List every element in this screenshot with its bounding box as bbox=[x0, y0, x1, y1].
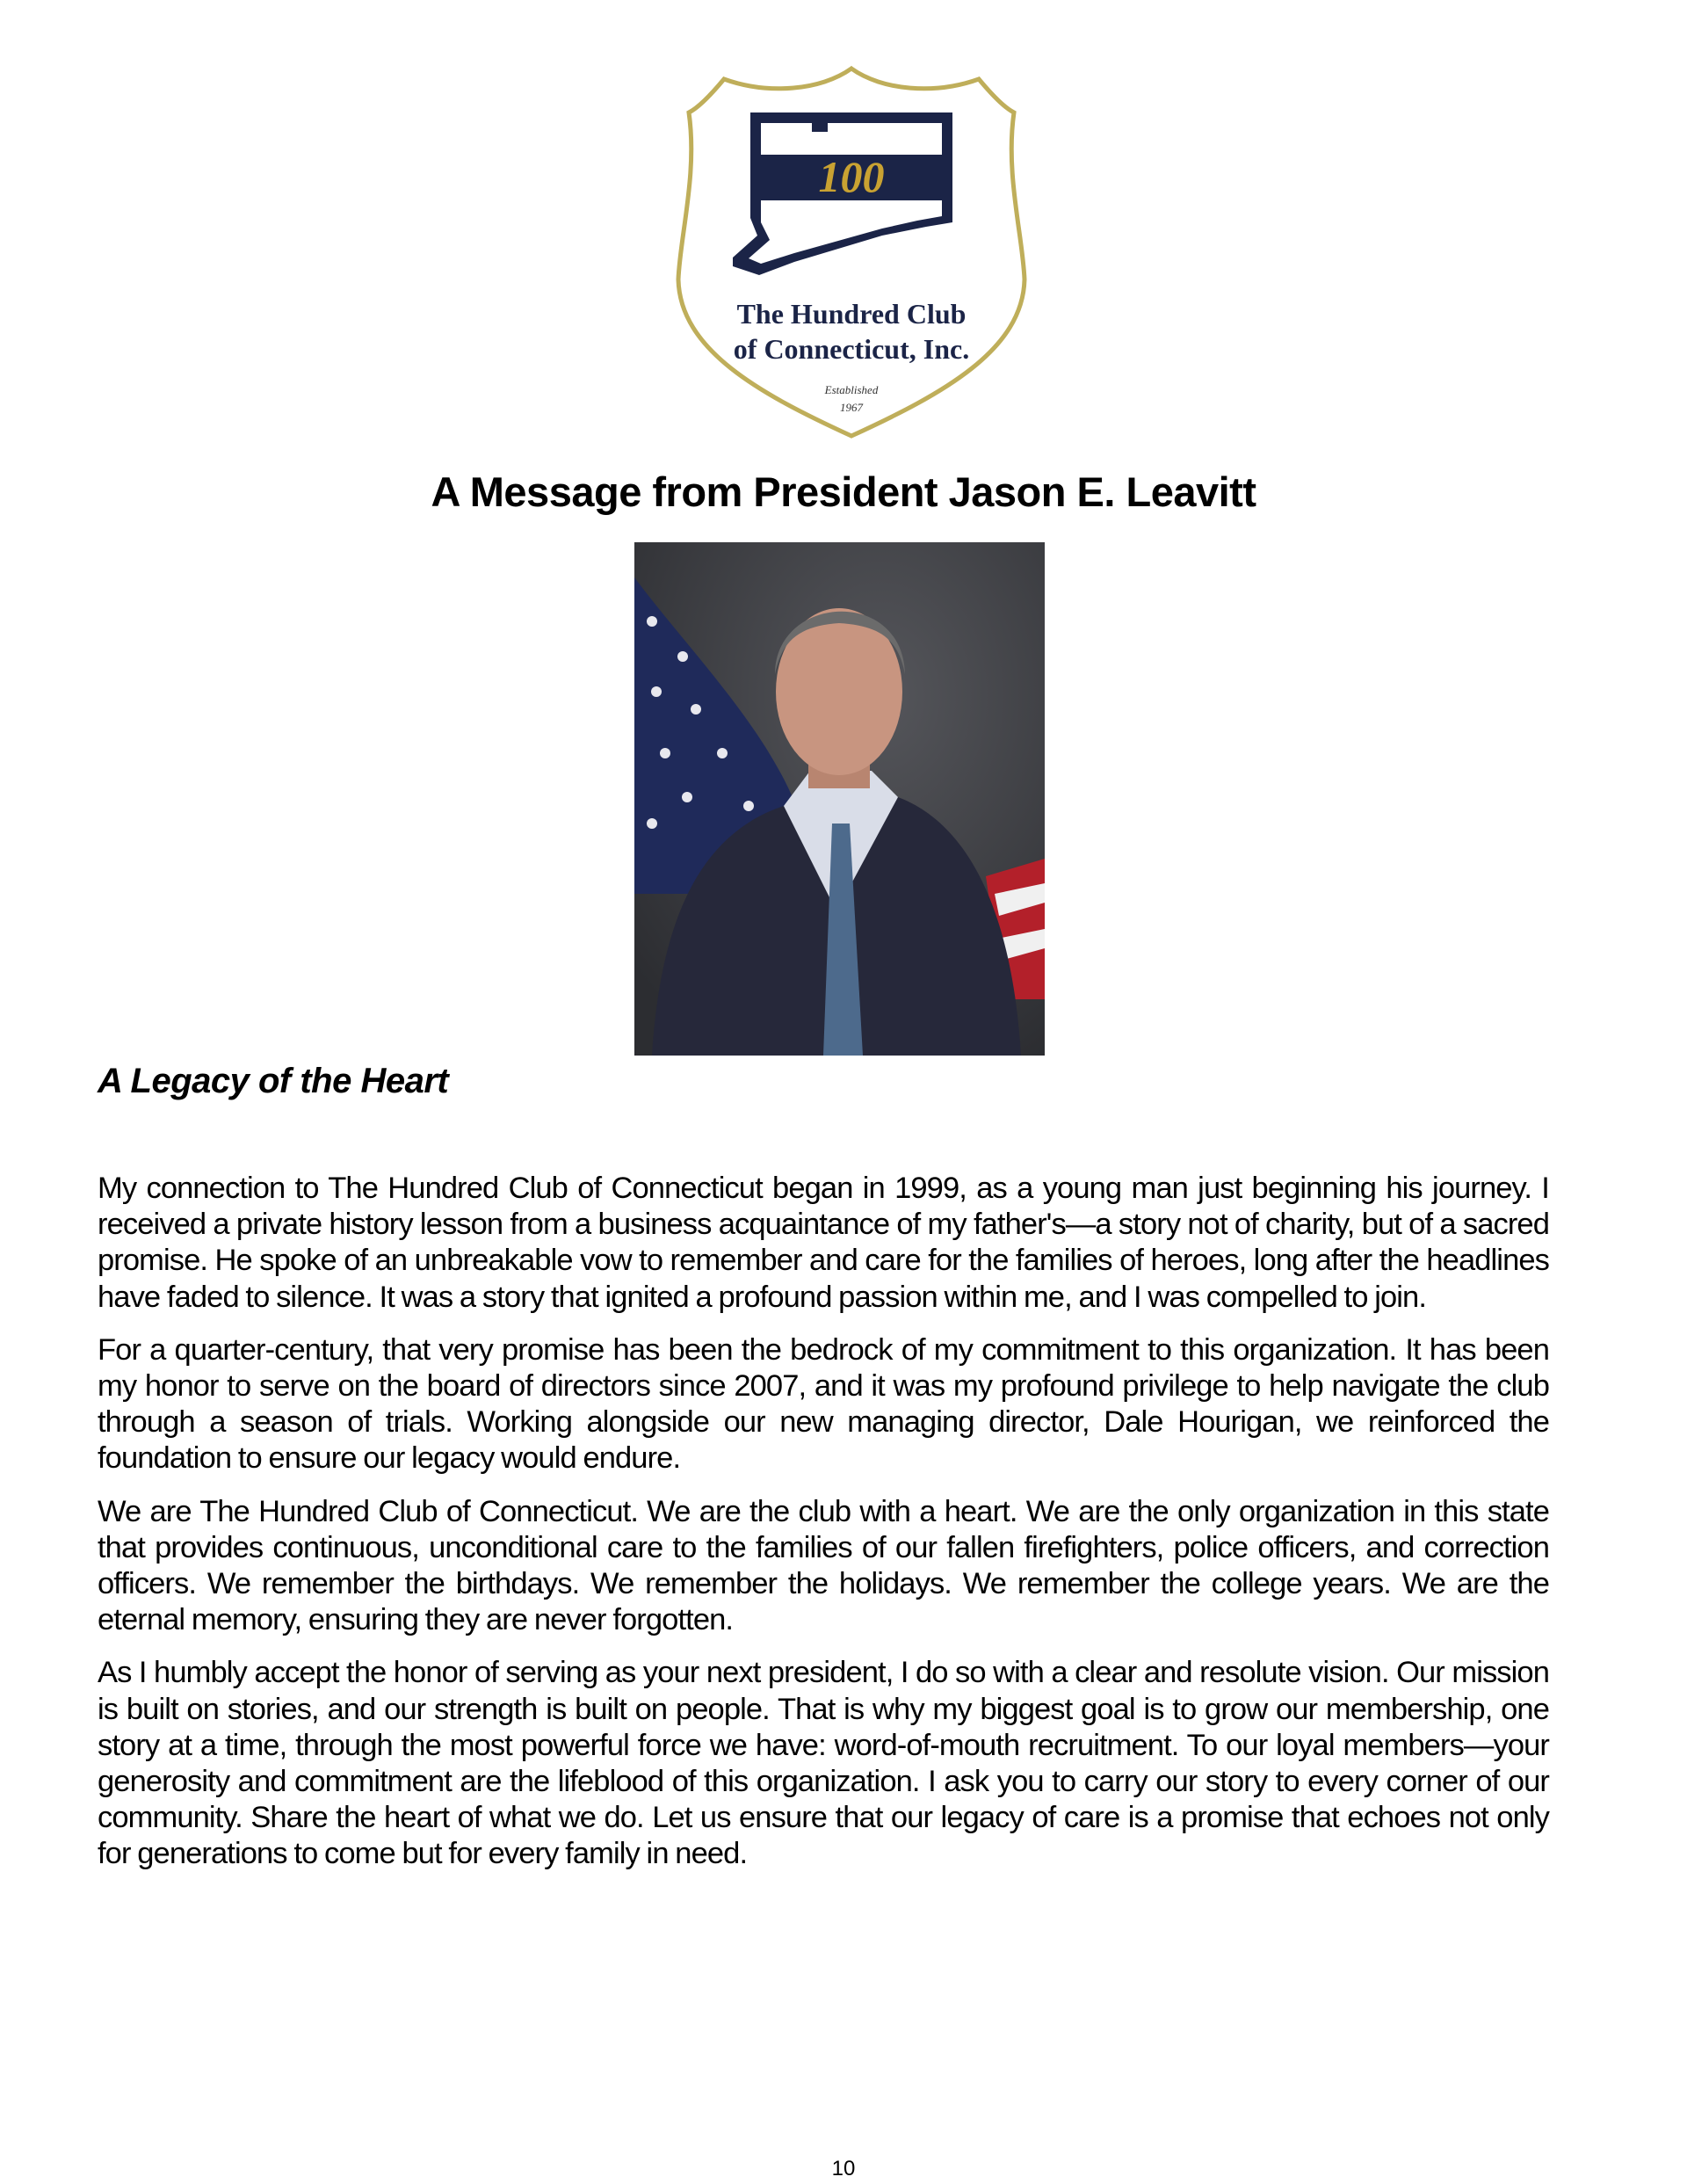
page-title: A Message from President Jason E. Leavitt bbox=[431, 468, 1256, 515]
logo-established: Established bbox=[824, 383, 879, 396]
message-body bbox=[98, 1171, 1549, 1890]
hundred-club-logo bbox=[662, 60, 1040, 443]
connecticut-inner-top bbox=[761, 123, 942, 155]
president-portrait bbox=[634, 542, 1045, 1056]
logo-line2: of Connecticut, Inc. bbox=[733, 333, 970, 365]
paragraph: We are The Hundred Club of Connecticut. We are the club with a heart. We are the only organization in this state that provides continuous, unconditional care to the families of our fallen firefighters, police officers, and correction officers. We remember the birthdays. We remember the holidays. We remember the college years. We are the eternal memory, ensuring they are never forgotten. bbox=[98, 1494, 1549, 1637]
section-heading: A Legacy of the Heart bbox=[98, 1062, 449, 1100]
logo-line1: The Hundred Club bbox=[736, 298, 967, 330]
paragraph: As I humbly accept the honor of serving as your next president, I do so with a clear and resolute vision. Our mission is built on stories, and our strength is built on people. That is why my biggest goal is to grow our membership, one story at a time, through the most powerful force we have: word-of-mouth recruitment. To our loyal members—your generosity and commitment are the lifeblood of this organization. I ask you to carry our story to every corner of our community. Share the heart of what we do. Let us ensure that our legacy of care is a promise that echoes not only for generations to come but for every family in need. bbox=[98, 1656, 1549, 1871]
paragraph: My connection to The Hundred Club of Connecticut began in 1999, as a young man just beginning his journey. I received a private history lesson from a business acquaintance of my father's—a story not of charity, but of a sacred promise. He spoke of an unbreakable vow to remember and care for the families of heroes, long after the headlines have faded to silence. It was a story that ignited a profound passion within me, and I was compelled to join. bbox=[98, 1172, 1549, 1314]
logo-number: 100 bbox=[818, 152, 885, 201]
page-number: 10 bbox=[831, 2157, 856, 2180]
paragraph: For a quarter-century, that very promise has been the bedrock of my commitment to this organization. It has been my honor to serve on the board of directors since 2007, and it was my profound privilege to help navigate the club through a season of trials. Working alongside our new managing director, Dale Hourigan, we reinforced the foundation to ensure our legacy would endure. bbox=[98, 1332, 1549, 1476]
portrait-image bbox=[634, 542, 1045, 1056]
logo-year: 1967 bbox=[840, 401, 863, 414]
